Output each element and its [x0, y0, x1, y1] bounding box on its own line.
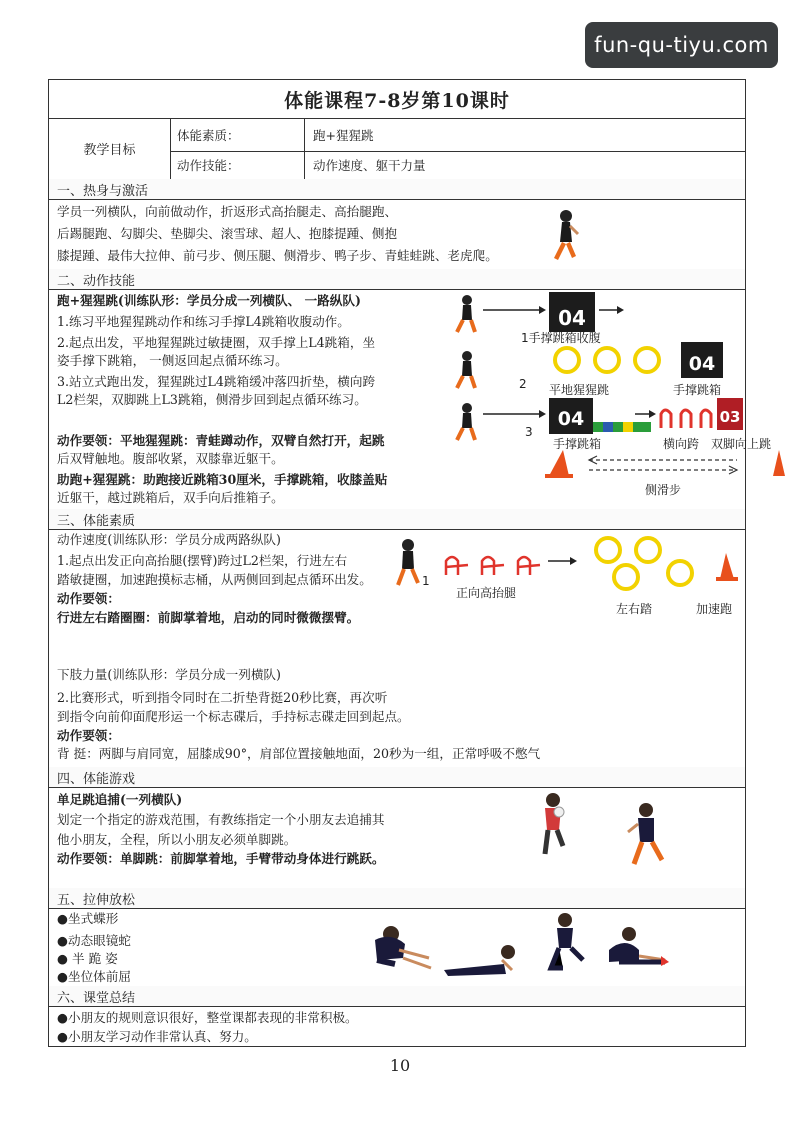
skills-line: 2.起点出发，平地猩猩跳过敏捷圈，双手撑上L4跳箱，坐 — [57, 335, 376, 350]
box-label: 04 — [688, 353, 716, 375]
stretch-figures — [369, 910, 669, 990]
skills-line: 近躯干，越过跳箱后，双手向后推箱子。 — [57, 490, 284, 505]
child-figure — [545, 793, 564, 854]
divider — [49, 908, 745, 909]
child-figure — [375, 926, 431, 968]
section-fitness-head: 三、体能素质 — [49, 509, 745, 529]
skills-line: L2栏架，双脚跳上L3跳箱，侧滑步回到起点循环练习。 — [57, 392, 367, 407]
game-line: 划定一个指定的游戏范围，有教练指定一个小朋友去追捕其 — [57, 812, 385, 827]
runner-figure — [544, 208, 584, 268]
agility-ring — [635, 348, 659, 372]
agility-ring — [614, 565, 638, 589]
summary-item: ●小朋友学习动作非常认真、努力。 — [57, 1029, 257, 1044]
goal-key-2: 动作技能： — [171, 151, 305, 179]
diagram-label: 侧滑步 — [645, 483, 682, 497]
runner-figure — [457, 403, 475, 440]
runner-figure — [398, 539, 418, 585]
agility-ring — [596, 538, 620, 562]
fitness-line: 动作要领： — [57, 728, 120, 743]
section-game-head: 四、体能游戏 — [49, 767, 745, 787]
step-number: 2 — [519, 377, 527, 391]
page-number: 10 — [389, 1056, 411, 1075]
box-label: 03 — [719, 408, 741, 426]
skills-line: 1.练习平地猩猩跳动作和练习手撑L4跳箱收腹动作。 — [57, 314, 350, 329]
lesson-sheet — [48, 79, 772, 1047]
diagram-label: 横向跨 — [663, 437, 700, 451]
hurdle — [681, 410, 691, 428]
cone — [773, 450, 785, 476]
game-line: 动作要领：单脚跳：前脚掌着地，手臂带动身体进行跳跃。 — [57, 851, 385, 866]
goal-value-2: 动作速度、躯干力量 — [313, 158, 426, 173]
goal-key-1: 体能素质： — [171, 118, 305, 151]
fitness-line: 行进左右踏圈圈：前脚掌着地，启动的同时微微摆臂。 — [57, 610, 360, 625]
game-figures — [529, 790, 679, 880]
diagram-label: 双脚向上跳 — [711, 437, 772, 451]
diagram-label: 左右踏 — [616, 602, 653, 616]
divider — [49, 1006, 745, 1007]
agility-ring — [595, 348, 619, 372]
skills-line: 助跑+猩猩跳：助跑接近跳箱30厘米，手撑跳箱，收膝盖贴 — [57, 472, 388, 487]
runner-figure — [457, 295, 475, 332]
skills-line: 跑+猩猩跳(训练队形：学员分成一列横队、 一路纵队) — [57, 293, 361, 308]
fitness-line: 动作要领： — [57, 591, 120, 606]
stretch-item: ●坐式蝶形 — [57, 911, 119, 926]
warmup-line: 学员一列横队，向前做动作，折返形式高抬腿走、高抬腿跑、 — [57, 204, 398, 219]
stretch-item: ●坐位体前屈 — [57, 969, 131, 984]
child-figure — [444, 945, 515, 976]
agility-ring — [555, 348, 579, 372]
step-number: 3 — [525, 425, 533, 439]
fitness-line: 下肢力量(训练队形：学员分成一列横队) — [57, 667, 281, 682]
section-skills-head: 二、动作技能 — [49, 269, 745, 289]
hurdle — [518, 557, 540, 575]
step-number: 1 — [422, 574, 430, 588]
diagram-label: 手撑跳箱 — [673, 383, 722, 397]
stretch-item: ●动态眼镜蛇 — [57, 933, 131, 948]
box-label: 04 — [557, 408, 585, 430]
divider — [49, 199, 745, 200]
warmup-line: 后踢腿跑、勾脚尖、垫脚尖、滚雪球、超人、抱膝提踵、侧抱 — [57, 226, 398, 241]
diagram-label: 1手撑跳箱收腹 — [521, 331, 601, 345]
skills-line: 后双臂触地。腹部收紧，双膝靠近躯干。 — [57, 451, 284, 466]
stretch-item: ● 半 跪 姿 — [57, 951, 118, 966]
watermark: fun-qu-tiyu.com — [585, 22, 778, 68]
landing-mat — [593, 422, 651, 432]
divider — [49, 787, 745, 788]
fitness-line: 背 挺：两脚与肩同宽，屈膝成90°，肩部位置接触地面，20秒为一组，正常呼吸不憋气 — [57, 746, 541, 761]
diagram-label: 手撑跳箱 — [553, 437, 602, 451]
skills-line: 姿手撑下跳箱， 一侧返回起点循环练习。 — [57, 353, 288, 368]
hurdle — [701, 410, 711, 428]
skills-diagram — [449, 290, 772, 510]
section-stretch-head: 五、拉伸放松 — [49, 888, 745, 908]
box-label: 04 — [558, 306, 586, 330]
fitness-line: 1.起点出发正向高抬腿(摆臂)跨过L2栏架，行进左右 — [57, 553, 348, 568]
section-summary-head: 六、课堂总结 — [49, 986, 745, 1006]
diagram-label: 加速跑 — [696, 602, 733, 616]
section-warmup-head: 一、热身与激活 — [49, 179, 745, 199]
fitness-line: 动作速度(训练队形：学员分成两路纵队) — [57, 532, 281, 547]
hurdle — [661, 410, 671, 428]
goals-label: 教学目标 — [49, 118, 171, 179]
skills-line: 动作要领：平地猩猩跳：青蛙蹲动作，双臂自然打开，起跳 — [57, 433, 385, 448]
agility-ring — [636, 538, 660, 562]
goal-value-1: 跑+猩猩跳 — [313, 127, 374, 143]
cone — [720, 553, 734, 579]
fitness-line: 踏敏捷圈，加速跑摸标志桶，从两侧回到起点循环出发。 — [57, 572, 372, 587]
hurdle — [446, 557, 468, 575]
fitness-line: 2.比赛形式，听到指令同时在二折垫背挺20秒比赛，再次听 — [57, 690, 388, 705]
fitness-line: 到指令向前仰面爬形运一个标志碟后，手持标志碟走回到起点。 — [57, 709, 410, 724]
child-figure — [628, 803, 662, 864]
diagram-label: 正向高抬腿 — [456, 586, 517, 600]
hurdle — [482, 557, 504, 575]
summary-item: ●小朋友的规则意识很好，整堂课都表现的非常积极。 — [57, 1010, 358, 1025]
cone — [549, 450, 569, 476]
game-line: 单足跳追捕(一列横队) — [57, 792, 183, 807]
game-line: 他小朋友，全程，所以小朋友必须单脚跳。 — [57, 832, 297, 847]
child-figure — [609, 927, 669, 966]
agility-ring — [668, 561, 692, 585]
page-title: 体能课程7-8岁第10课时 — [284, 89, 510, 112]
divider — [49, 529, 745, 530]
warmup-line: 膝提踵、最伟大拉伸、前弓步、侧压腿、侧滑步、鸭子步、青蛙蛙跳、老虎爬。 — [57, 248, 498, 263]
diagram-label: 平地猩猩跳 — [549, 383, 610, 397]
child-figure — [551, 913, 583, 968]
fitness-diagram — [394, 535, 744, 625]
runner-figure — [457, 351, 475, 388]
skills-line: 3.站立式跑出发，猩猩跳过L4跳箱缓冲落四折垫，横向跨 — [57, 374, 376, 389]
